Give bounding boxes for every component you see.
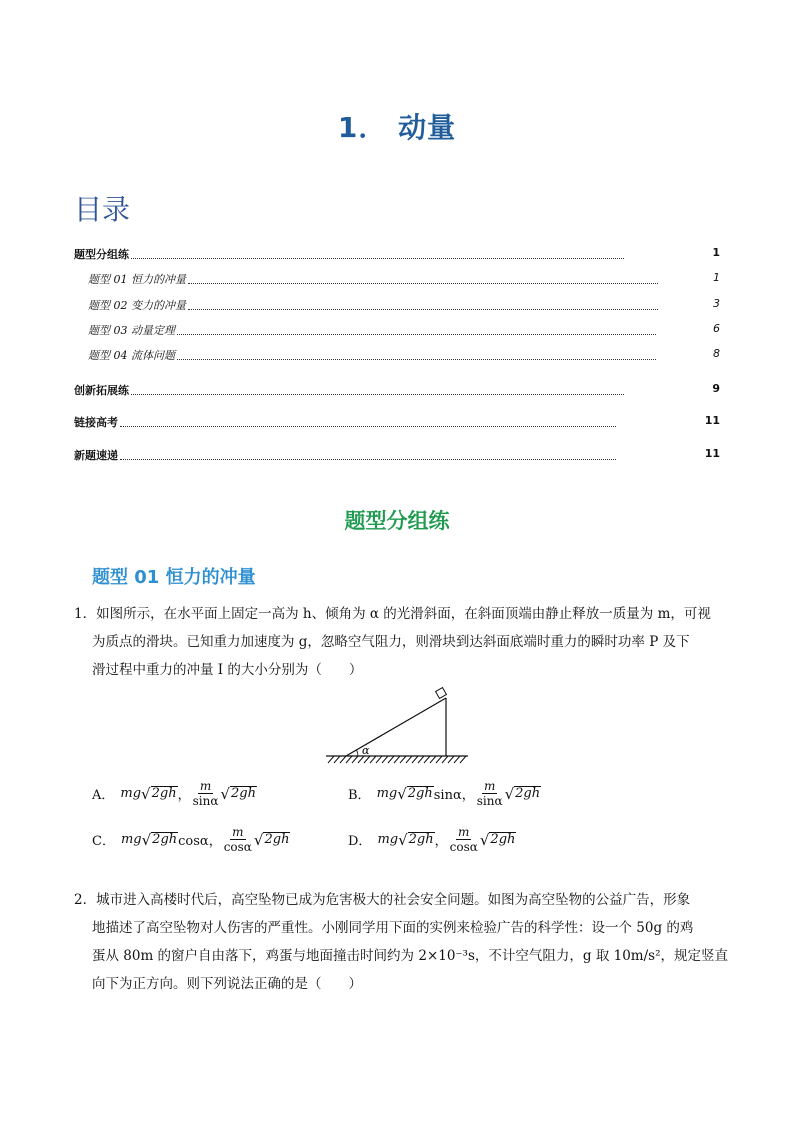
- question-1-line: 1．如图所示，在水平面上固定一高为 h、倾角为 α 的光滑斜面，在斜面顶端由静止释放一质量为 m，可视: [74, 606, 711, 622]
- toc-heading: 目录: [74, 193, 131, 226]
- sqrt-radicand: 2gh: [152, 832, 178, 847]
- toc-entry[interactable]: [74, 246, 626, 262]
- toc-leader: [131, 393, 624, 395]
- toc-page-number: 3: [713, 297, 720, 310]
- toc-page-number: 1: [713, 271, 720, 284]
- sqrt-radicand: 2gh: [264, 832, 290, 847]
- sqrt-radicand: 2gh: [407, 786, 433, 801]
- option-term: mg: [376, 786, 398, 801]
- section-subtitle: 题型 01 恒力的冲量: [92, 567, 256, 588]
- fraction-denominator: cosα: [449, 840, 478, 854]
- sqrt-radicand: 2gh: [230, 786, 256, 801]
- angle-label: α: [362, 744, 370, 757]
- toc-entry-label: 题型 04 流体问题: [88, 349, 175, 362]
- option-separator: ，: [434, 834, 448, 849]
- fraction: [477, 779, 503, 808]
- toc-entry[interactable]: [88, 297, 660, 313]
- sqrt-expression: √ 2gh: [479, 830, 516, 849]
- option-a[interactable]: [92, 779, 257, 808]
- toc-entry-label: 创新拓展练: [74, 384, 129, 397]
- fraction-denominator: sinα: [476, 794, 503, 808]
- fraction-numerator: m: [483, 779, 496, 793]
- option-letter: A．: [92, 788, 115, 803]
- option-separator: cosα，: [178, 834, 222, 849]
- sqrt-expression: √ 2gh: [397, 784, 433, 803]
- fraction-denominator: sinα: [192, 794, 219, 808]
- option-separator: ，: [177, 788, 191, 803]
- toc-page-number: 1: [712, 246, 720, 259]
- sqrt-expression: √ 2gh: [220, 784, 256, 803]
- toc-entry-label: 新题速递: [74, 449, 118, 462]
- fraction-numerator: m: [458, 825, 470, 839]
- sqrt-expression: √ 2gh: [141, 784, 177, 803]
- sqrt-radicand: 2gh: [490, 832, 516, 847]
- option-b[interactable]: [348, 779, 541, 808]
- question-2-line: 2．城市进入高楼时代后，高空坠物已成为危害极大的社会安全问题。如图为高空坠物的公益广告，形象: [74, 892, 691, 908]
- fraction: [450, 825, 478, 854]
- toc-entry-label: 题型 01 恒力的冲量: [88, 273, 186, 286]
- ground-hatching: [328, 756, 466, 763]
- question-2-line: 蛋从 80m 的窗户自由落下，鸡蛋与地面撞击时间约为 2×10⁻³s，不计空气阻力，g 取 10m/s²，规定竖直: [92, 948, 728, 964]
- sqrt-radicand: 2gh: [151, 786, 177, 801]
- toc-entry-label: 链接高考: [74, 416, 118, 429]
- sqrt-expression: √ 2gh: [253, 830, 290, 849]
- option-separator: sinα，: [433, 788, 475, 803]
- option-c[interactable]: [92, 825, 290, 854]
- question-2-line: 向下为正方向。则下列说法正确的是（ ）: [92, 976, 362, 992]
- toc-entry[interactable]: [74, 382, 626, 398]
- toc-leader: [188, 308, 658, 310]
- toc-leader: [188, 282, 658, 284]
- fraction-denominator: cosα: [223, 840, 252, 854]
- toc-page-number: 6: [713, 322, 720, 335]
- fraction: [193, 779, 219, 808]
- option-term: mg: [377, 832, 399, 847]
- option-letter: C．: [92, 834, 115, 849]
- sqrt-expression: √ 2gh: [398, 830, 434, 849]
- sqrt-radicand: 2gh: [515, 786, 541, 801]
- option-letter: D．: [348, 834, 372, 849]
- slider-block: [436, 688, 447, 699]
- toc-entry[interactable]: [88, 347, 658, 363]
- document-title: 1． 动量: [337, 111, 457, 144]
- toc-entry-label: 题型分组练: [74, 248, 129, 261]
- toc-page-number: 8: [713, 347, 720, 360]
- toc-entry-label: 题型 02 变力的冲量: [88, 299, 186, 312]
- toc-entry[interactable]: [88, 322, 658, 338]
- toc-entry[interactable]: [88, 271, 660, 287]
- option-term: mg: [120, 786, 142, 801]
- toc-page-number: 11: [704, 447, 720, 460]
- section-title: 题型分组练: [344, 509, 450, 533]
- angle-arc: [357, 750, 359, 756]
- incline-figure: [322, 684, 472, 768]
- toc-page-number: 11: [704, 414, 720, 427]
- question-1-line: 为质点的滑块。已知重力加速度为 g，忽略空气阻力，则滑块到达斜面底端时重力的瞬时功率 P 及下: [92, 634, 690, 650]
- sqrt-expression: √ 2gh: [141, 830, 178, 849]
- question-1-line: 滑过程中重力的冲量 I 的大小分别为（ ）: [92, 662, 363, 678]
- fraction-numerator: m: [199, 779, 212, 793]
- fraction-numerator: m: [232, 825, 244, 839]
- toc-entry[interactable]: [74, 414, 618, 430]
- toc-leader: [177, 333, 656, 335]
- toc-entry[interactable]: [74, 447, 618, 463]
- sqrt-radicand: 2gh: [408, 832, 434, 847]
- sqrt-expression: √ 2gh: [504, 784, 541, 803]
- option-letter: B．: [348, 788, 371, 803]
- option-d[interactable]: [348, 825, 516, 854]
- toc-leader: [120, 458, 616, 460]
- fraction: [224, 825, 252, 854]
- toc-entry-label: 题型 03 动量定理: [88, 324, 175, 337]
- incline-surface: [346, 698, 446, 756]
- toc-leader: [120, 425, 616, 427]
- question-2-line: 地描述了高空坠物对人伤害的严重性。小刚同学用下面的实例来检验广告的科学性：设一个 50g 的鸡: [92, 920, 694, 936]
- toc-page-number: 9: [712, 382, 720, 395]
- toc-leader: [131, 257, 624, 259]
- toc-leader: [177, 358, 656, 360]
- option-term: mg: [120, 832, 142, 847]
